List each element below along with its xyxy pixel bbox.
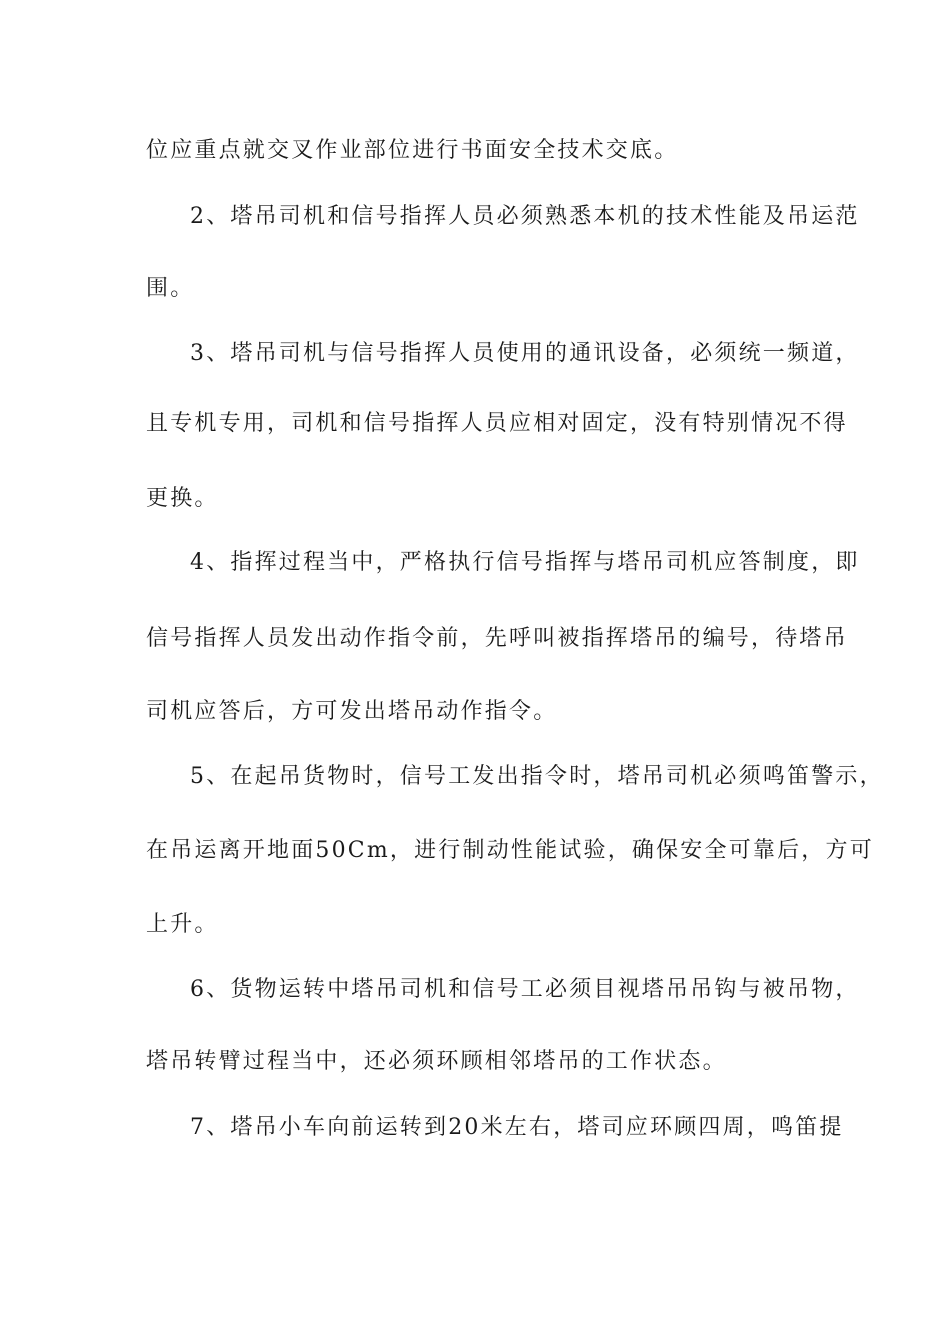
text-line: 信号指挥人员发出动作指令前，先呼叫被指挥塔吊的编号，待塔吊: [146, 626, 848, 651]
text-line: 司机应答后，方可发出塔吊动作指令。: [146, 699, 558, 724]
text-line: 塔吊转臂过程当中，还必须环顾相邻塔吊的工作状态。: [146, 1049, 727, 1074]
text-line: 5、在起吊货物时，信号工发出指令时，塔吊司机必须鸣笛警示，: [190, 764, 884, 789]
text-line: 3、塔吊司机与信号指挥人员使用的通讯设备，必须统一频道，: [190, 341, 860, 366]
text-line: 围。: [146, 276, 195, 301]
text-line: 在吊运离开地面50Cm，进行制动性能试验，确保安全可靠后，方可: [146, 838, 874, 863]
text-line: 上升。: [146, 912, 219, 937]
text-line: 且专机专用，司机和信号指挥人员应相对固定，没有特别情况不得: [146, 411, 848, 436]
text-line: 位应重点就交叉作业部位进行书面安全技术交底。: [146, 138, 679, 163]
text-line: 4、指挥过程当中，严格执行信号指挥与塔吊司机应答制度，即: [190, 550, 860, 575]
text-line: 更换。: [146, 486, 219, 511]
text-line: 6、货物运转中塔吊司机和信号工必须目视塔吊吊钩与被吊物，: [190, 977, 860, 1002]
text-line: 2、塔吊司机和信号指挥人员必须熟悉本机的技术性能及吊运范: [190, 204, 860, 229]
text-line: 7、塔吊小车向前运转到20米左右，塔司应环顾四周，鸣笛提: [190, 1115, 844, 1140]
